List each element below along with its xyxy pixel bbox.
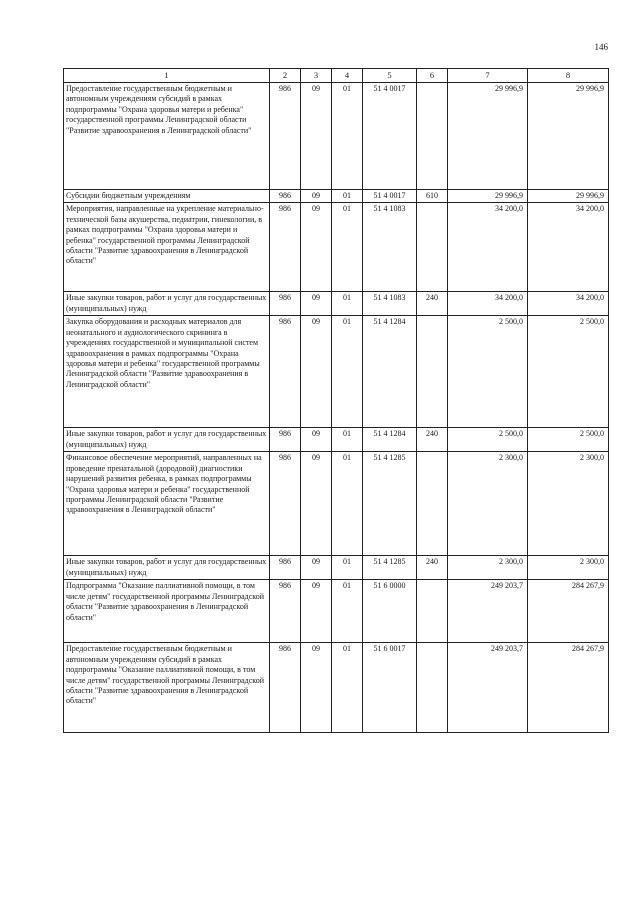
table-row xyxy=(64,580,609,643)
cell-ved: 986 xyxy=(270,83,301,190)
cell-sum-2: 34 200,0 xyxy=(528,292,609,316)
cell-sum-1: 2 300,0 xyxy=(448,452,528,556)
cell-sum-1: 2 300,0 xyxy=(448,556,528,580)
cell-sum-1: 29 996,9 xyxy=(448,83,528,190)
cell-csr: 51 4 0017 xyxy=(363,83,417,190)
cell-sum-2: 29 996,9 xyxy=(528,83,609,190)
cell-pr: 01 xyxy=(332,428,363,452)
cell-vr xyxy=(417,643,448,733)
cell-rz: 09 xyxy=(301,428,332,452)
budget-table xyxy=(63,68,609,733)
cell-name: Предоставление государственным бюджетным и автономным учреждениям субсидий в рамках подпрограммы "Охрана здоровья матери и ребенка" государственной программы Ленинградской области "Развитие здравоохранения в Ленинградской области" xyxy=(64,83,270,190)
cell-pr: 01 xyxy=(332,556,363,580)
header-cell-4: 4 xyxy=(332,69,363,83)
table-row xyxy=(64,428,609,452)
cell-vr xyxy=(417,452,448,556)
cell-rz: 09 xyxy=(301,452,332,556)
header-row xyxy=(64,69,609,83)
cell-csr: 51 4 1284 xyxy=(363,316,417,428)
cell-name: Финансовое обеспечение мероприятий, направленных на проведение пренатальной (дородовой) диагностики нарушений развития ребенка, в рамках подпрограммы "Охрана здоровья матери и ребенка" государственной программы Ленинградской области "Развитие здравоохранения в Ленинградской области" xyxy=(64,452,270,556)
header-cell-2: 2 xyxy=(270,69,301,83)
cell-name: Мероприятия, направленные на укрепление материально-технической базы акушерства, педиатрии, гинекологии, в рамках подпрограммы "Охрана здоровья матери и ребенка" государственной программы Ленинградской области "Развитие здравоохранения в Ленинградской области" xyxy=(64,203,270,292)
cell-sum-2: 2 300,0 xyxy=(528,452,609,556)
cell-pr: 01 xyxy=(332,452,363,556)
cell-name: Иные закупки товаров, работ и услуг для государственных (муниципальных) нужд xyxy=(64,428,270,452)
table-row xyxy=(64,190,609,203)
table-row xyxy=(64,203,609,292)
cell-ved: 986 xyxy=(270,643,301,733)
cell-sum-1: 249 203,7 xyxy=(448,580,528,643)
cell-sum-2: 284 267,9 xyxy=(528,643,609,733)
cell-csr: 51 4 0017 xyxy=(363,190,417,203)
cell-pr: 01 xyxy=(332,203,363,292)
cell-vr: 240 xyxy=(417,292,448,316)
cell-sum-2: 2 300,0 xyxy=(528,556,609,580)
cell-rz: 09 xyxy=(301,203,332,292)
cell-rz: 09 xyxy=(301,190,332,203)
cell-csr: 51 4 1285 xyxy=(363,556,417,580)
cell-sum-2: 2 500,0 xyxy=(528,428,609,452)
cell-name: Субсидии бюджетным учреждениям xyxy=(64,190,270,203)
table-row xyxy=(64,83,609,190)
cell-ved: 986 xyxy=(270,428,301,452)
header-cell-8: 8 xyxy=(528,69,609,83)
table-row xyxy=(64,452,609,556)
table-row xyxy=(64,292,609,316)
cell-sum-1: 34 200,0 xyxy=(448,292,528,316)
header-cell-1: 1 xyxy=(64,69,270,83)
header-cell-5: 5 xyxy=(363,69,417,83)
cell-csr: 51 4 1284 xyxy=(363,428,417,452)
cell-rz: 09 xyxy=(301,292,332,316)
cell-csr: 51 4 1083 xyxy=(363,292,417,316)
table-row xyxy=(64,643,609,733)
cell-sum-1: 2 500,0 xyxy=(448,428,528,452)
cell-name: Иные закупки товаров, работ и услуг для государственных (муниципальных) нужд xyxy=(64,292,270,316)
cell-vr xyxy=(417,580,448,643)
cell-name: Иные закупки товаров, работ и услуг для государственных (муниципальных) нужд xyxy=(64,556,270,580)
cell-ved: 986 xyxy=(270,190,301,203)
cell-csr: 51 4 1083 xyxy=(363,203,417,292)
cell-rz: 09 xyxy=(301,556,332,580)
cell-vr: 240 xyxy=(417,428,448,452)
cell-vr xyxy=(417,316,448,428)
cell-sum-2: 29 996,9 xyxy=(528,190,609,203)
cell-sum-1: 34 200,0 xyxy=(448,203,528,292)
cell-name: Закупка оборудования и расходных материалов для неонатального и аудиологического скрининга в учреждениях государственной и муниципальной систем здравоохранения в рамках подпрограммы "Охрана здоровья матери и ребенка" государственной программы Ленинградской области "Развитие здравоохранения в Ленинградской области" xyxy=(64,316,270,428)
cell-pr: 01 xyxy=(332,643,363,733)
table-row xyxy=(64,316,609,428)
page-number: 146 xyxy=(594,42,608,52)
cell-pr: 01 xyxy=(332,292,363,316)
cell-vr xyxy=(417,203,448,292)
cell-pr: 01 xyxy=(332,190,363,203)
header-cell-7: 7 xyxy=(448,69,528,83)
cell-rz: 09 xyxy=(301,643,332,733)
cell-ved: 986 xyxy=(270,452,301,556)
cell-sum-2: 284 267,9 xyxy=(528,580,609,643)
cell-sum-1: 2 500,0 xyxy=(448,316,528,428)
cell-pr: 01 xyxy=(332,580,363,643)
cell-ved: 986 xyxy=(270,580,301,643)
cell-csr: 51 6 0000 xyxy=(363,580,417,643)
header-cell-3: 3 xyxy=(301,69,332,83)
cell-ved: 986 xyxy=(270,316,301,428)
cell-rz: 09 xyxy=(301,316,332,428)
cell-pr: 01 xyxy=(332,316,363,428)
cell-name: Подпрограмма "Оказание паллиативной помощи, в том числе детям" государственной программы Ленинградской области "Развитие здравоохранения в Ленинградской области" xyxy=(64,580,270,643)
cell-sum-1: 249 203,7 xyxy=(448,643,528,733)
cell-ved: 986 xyxy=(270,556,301,580)
cell-rz: 09 xyxy=(301,580,332,643)
cell-csr: 51 4 1285 xyxy=(363,452,417,556)
cell-name: Предоставление государственным бюджетным и автономным учреждениям субсидий в рамках подпрограммы "Оказание паллиативной помощи, в том числе детям" государственной программы Ленинградской области "Развитие здравоохранения в Ленинградской области" xyxy=(64,643,270,733)
cell-sum-1: 29 996,9 xyxy=(448,190,528,203)
cell-vr: 240 xyxy=(417,556,448,580)
cell-csr: 51 6 0017 xyxy=(363,643,417,733)
header-cell-6: 6 xyxy=(417,69,448,83)
cell-ved: 986 xyxy=(270,292,301,316)
cell-pr: 01 xyxy=(332,83,363,190)
cell-vr xyxy=(417,83,448,190)
cell-rz: 09 xyxy=(301,83,332,190)
cell-ved: 986 xyxy=(270,203,301,292)
cell-vr: 610 xyxy=(417,190,448,203)
cell-sum-2: 2 500,0 xyxy=(528,316,609,428)
table-row xyxy=(64,556,609,580)
cell-sum-2: 34 200,0 xyxy=(528,203,609,292)
